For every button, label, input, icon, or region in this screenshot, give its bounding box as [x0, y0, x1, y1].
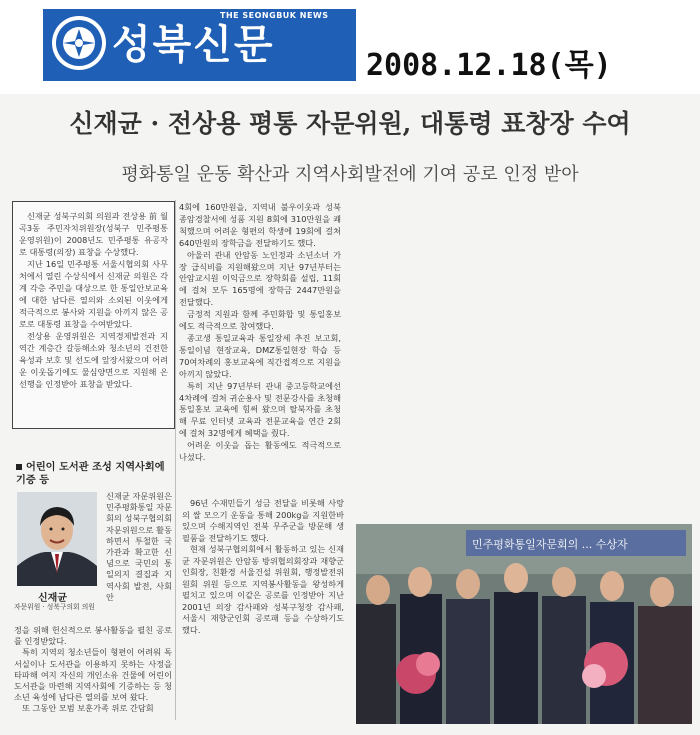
square-bullet-icon: [16, 464, 22, 470]
award-ceremony-photo: [356, 524, 692, 724]
paragraph: 4회에 160만원을, 지역내 불우이웃과 성북 종암경찰서에 성품 지원 8회에 310만원을 쾌척했으며 어려운 형편의 학생에 19회에 걸쳐 640만원의 장학금을 전달하기도 했다.: [179, 202, 341, 248]
paragraph: 정을 위해 헌신적으로 봉사활동을 펼친 공로를 인정받았다.: [14, 625, 172, 647]
lead-paragraph: 신재균 성북구의회 의원과 전상용 前 월곡3동 주민자치위원장(성북구 민주평통 운영위원)이 2008년도 민주평통 유공자로 대통령(의장) 표창을 수상했다.: [19, 211, 168, 257]
paragraph: 현재 성북구협의회에서 활동하고 있는 신재균 자문위원은 안암동 방위협의회장과 재향군인회장, 친환경 서울건설 위원회, 행정발전위원회 위원 등으로 지역봉사활동을 왕성하게 펼치고 있으며 이같은 공로를 인정받아 지난 2001년 의장 감사패와 성북구청장 감사패, 서울시 재향군인회 공로패 등을 수상하기도 했다.: [182, 544, 344, 635]
masthead-title: 성북신문: [112, 22, 275, 68]
paragraph: 종고생 통일교육과 통일장세 추진 보고회, 통일이념 현장교육, DMZ통일현장 학습 등 70여차례의 홍보교육에 직간접적으로 지원을 아끼지 않았다.: [179, 332, 341, 379]
paragraph: 96년 수재민들기 성금 전달을 비롯해 사랑의 쌀 모으기 운동을 통해 200kg을 지원한바 있으며 수해지역인 전북 무주군을 방문해 생필품을 전달하기도 했다.: [182, 498, 344, 543]
issue-date: 2008.12.18(목): [366, 48, 612, 83]
column-1-side-text: 신재균 자문위원은 민주평화통일 자문회의 성북구협의회 자문위원으로 활동하면서 투철한 국가관과 확고한 신념으로 국민의 통일의지 결집과 지역사회 발전, 사회안: [106, 491, 172, 602]
portrait-photo: [17, 492, 97, 586]
paragraph: 특히 지역의 청소년들이 형편이 어려워 독서실이나 도서관을 이용하지 못하는 사정을 타파해 여지 자신의 개인소유 건물에 어린이 도서관을 마련해 지역사회에 기증하는 등 청소년 육성에 남다른 열의를 보여 왔다.: [14, 647, 172, 703]
paragraph: 특히 지난 97년부터 관내 중고등학교에선 4차례에 걸쳐 귀순용사 및 전문강사를 초청해 통일홍보 교육에 힘써 왔으며 탈북자를 초청해 무료 인터넷 교육과 전문교육을 연간 2회에 걸쳐 32명에게 혜택을 줬다.: [179, 380, 341, 439]
paragraph: 아울러 관내 안암동 노인정과 소년소녀 가장 급식비를 지원해왔으며 지난 97년부터는 안암교시원 이익금으로 장학회를 설립, 11회에 걸쳐 모두 165명에 장학금 2447만원을 전달했다.: [179, 249, 341, 308]
section-title-text: 어린이 도서관 조성 지역사회에 기증 등: [16, 462, 165, 486]
portrait-name: 신재균: [38, 593, 67, 604]
column-divider: [175, 200, 176, 720]
photo-banner-text: 민주평화통일자문회의 ... 수상자: [472, 538, 628, 551]
article-subheadline: 평화통일 운동 확산과 지역사회발전에 기여 공로 인정 받아: [121, 164, 579, 185]
newspaper-seal-icon: [50, 14, 108, 72]
column-3-text: [182, 498, 344, 636]
paragraph: 또 그동안 모범 보훈가족 위로 간담회: [22, 703, 154, 714]
column-1-bottom-text: [14, 625, 172, 715]
paragraph: 어려운 이웃을 돕는 활동에도 적극적으로 나섰다.: [179, 440, 341, 463]
lead-text: [19, 210, 168, 390]
portrait-caption: 자문위원 · 성북구의회 의원: [14, 603, 95, 611]
paragraph: 금정적 지원과 함께 주민화합 및 통일홍보에도 적극적으로 참여했다.: [179, 309, 341, 332]
masthead-english-title: THE SEONGBUK NEWS: [220, 11, 329, 20]
section-title: [16, 461, 171, 487]
column-2-text: [179, 202, 341, 464]
lead-paragraph: 전상용 운영위원은 지역경제발전과 지역간 계층간 갈등해소와 청소년의 건전한 육성과 보호 및 선도에 앞장서왔으며 어려운 이웃돕기에도 물심양면으로 지원해 온 선행을 인정받아 표창을 받았다.: [19, 331, 168, 389]
article-headline: 신재균 · 전상용 평통 자문위원, 대통령 표창장 수여: [69, 109, 631, 138]
lead-paragraph: 지난 16일 민주평통 서울시협의회 사무처에서 열린 수상식에서 신재균 의원은 각계 각층 주민을 대상으로 한 통일안보교육에 대한 남다른 열의와 소외된 이웃에게 적극적으로 봉사와 지원을 아끼지 않은 공로로 대통령 표창을 수여받았다.: [19, 259, 168, 329]
